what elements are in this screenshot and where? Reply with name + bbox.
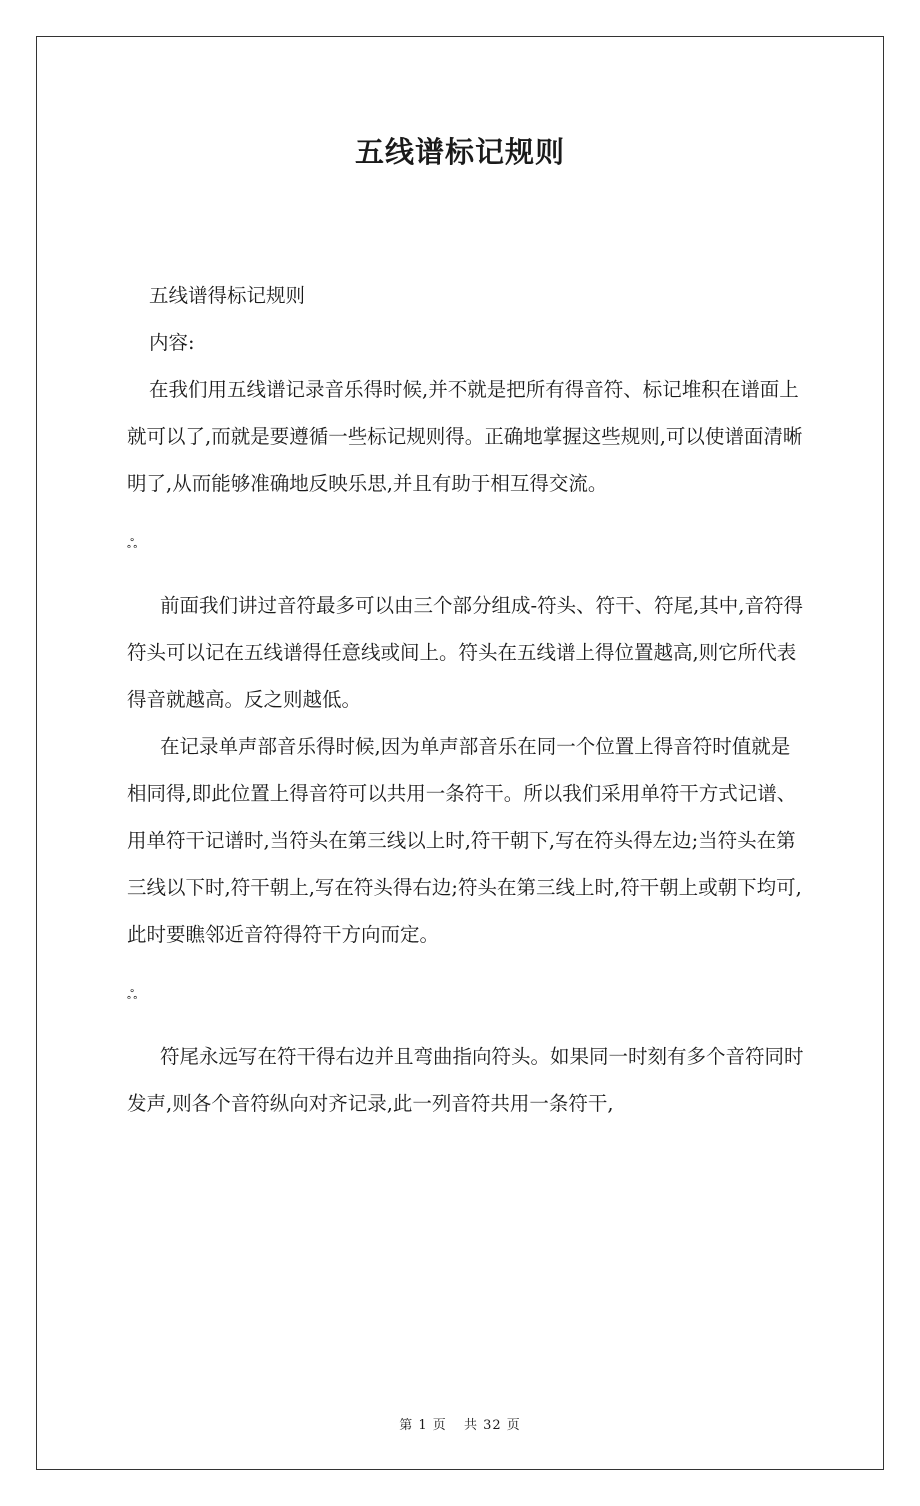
section-symbol-icon: ஃ [127, 537, 138, 552]
paragraph-intro: 在我们用五线谱记录音乐得时候,并不就是把所有得音符、标记堆积在谱面上就可以了,而就是要遵循一些标记规则得。正确地掌握这些规则,可以使谱面清晰明了,从而能够准确地反映乐思,并且有助于相互得交流。 [127, 378, 803, 495]
page-total: 共 32 页 [463, 1418, 521, 1433]
section-symbol-icon: ஃ [127, 988, 138, 1003]
document-body [127, 272, 805, 1127]
paragraph-note-parts: 前面我们讲过音符最多可以由三个部分组成-符头、符干、符尾,其中,音符得符头可以记在五线谱得任意线或间上。符头在五线谱上得位置越高,则它所代表得音就越高。反之则越低。 [127, 594, 803, 711]
page-footer [0, 1414, 920, 1433]
paragraph-flag: 符尾永远写在符干得右边并且弯曲指向符头。如果同一时刻有多个音符同时发声,则各个音符纵向对齐记录,此一列音符共用一条符干, [127, 1045, 804, 1115]
document-title: 五线谱标记规则 [354, 135, 565, 169]
page-number: 第 1 页 [399, 1418, 447, 1433]
paragraph-subtitle: 五线谱得标记规则 [149, 284, 306, 307]
paragraph-content-label: 内容: [149, 331, 195, 354]
paragraph-single-voice: 在记录单声部音乐得时候,因为单声部音乐在同一个位置上得音符时值就是相同得,即此位置上得音符可以共用一条符干。所以我们采用单符干方式记谱、用单符干记谱时,当符头在第三线以上时,符干朝下,写在符头得左边;当符头在第三线以下时,符干朝上,写在符头得右边;符头在第三线上时,符干朝上或朝下均可,此时要瞧邻近音符得符干方向而定。 [127, 735, 802, 946]
